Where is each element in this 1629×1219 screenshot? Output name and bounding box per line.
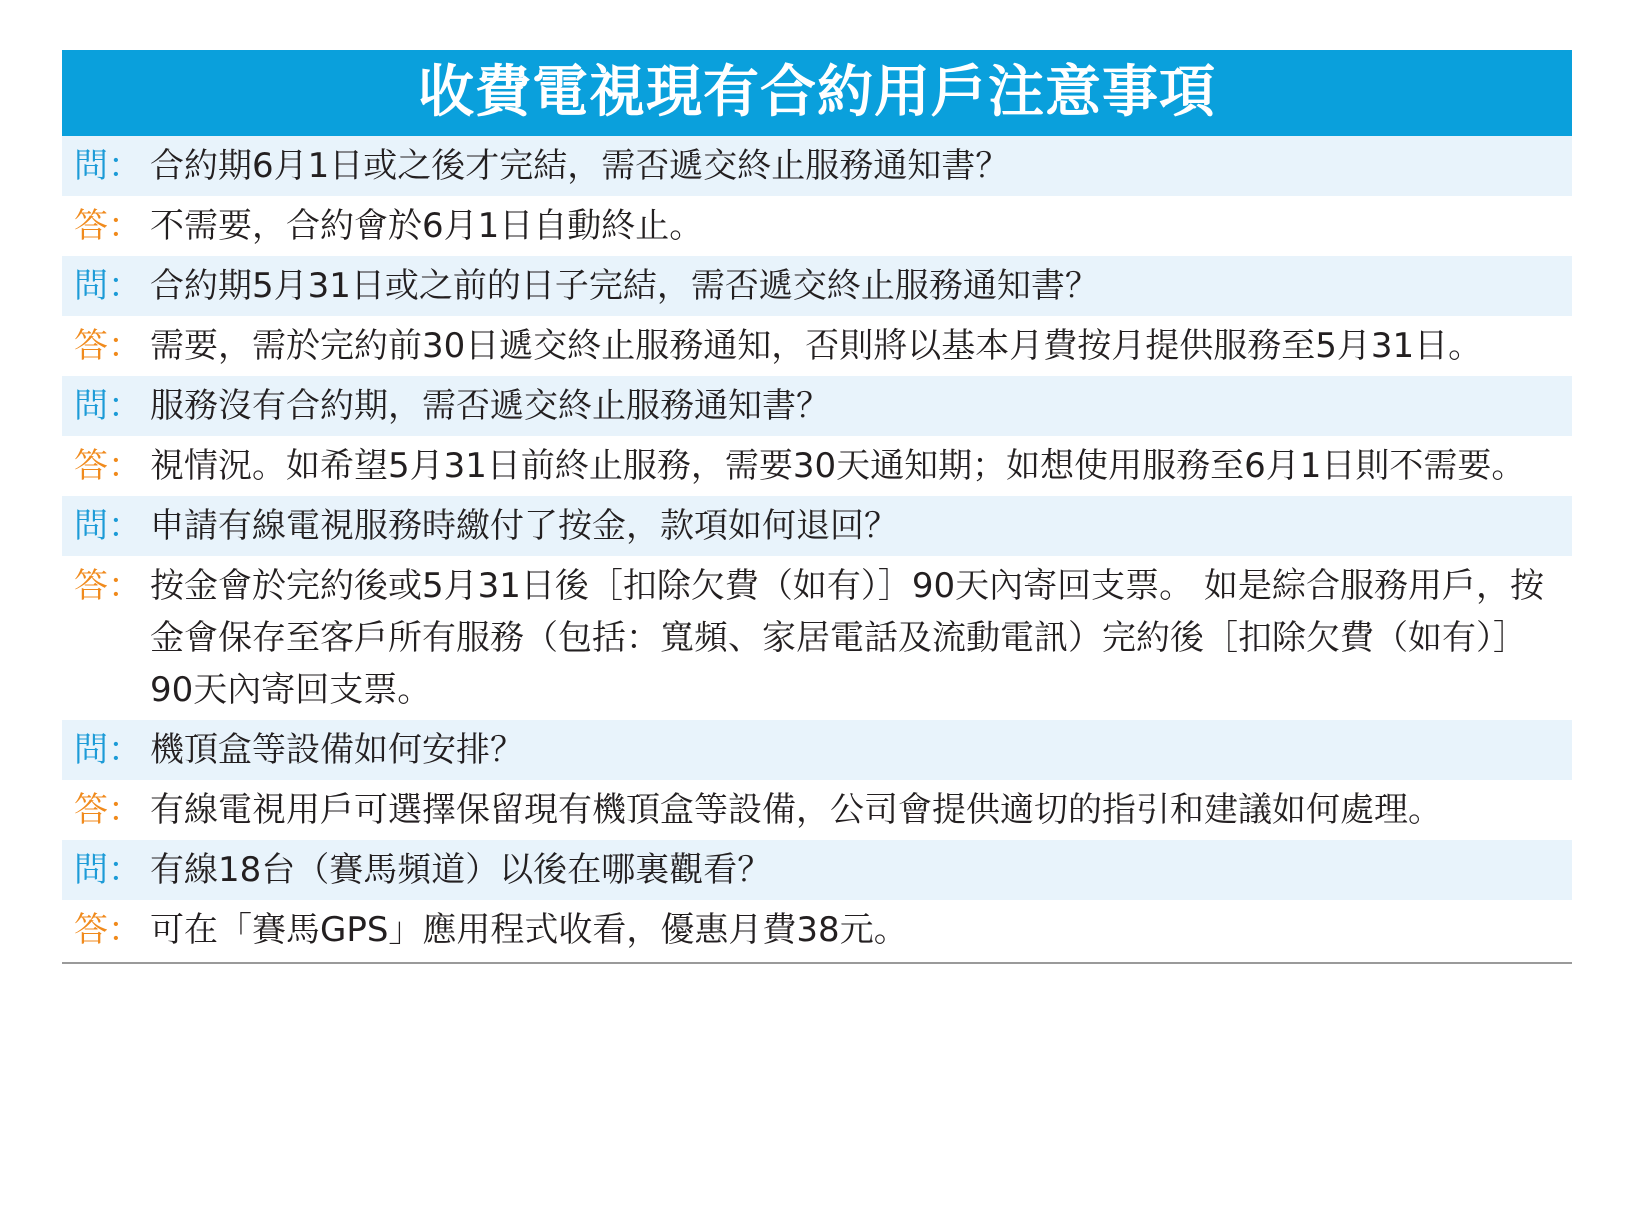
- question-text: 機頂盒等設備如何安排？: [150, 730, 524, 770]
- answer-text: 有線電視用戶可選擇保留現有機頂盒等設備，公司會提供適切的指引和建議如何處理。: [150, 790, 1442, 830]
- question-text: 合約期5月31日或之前的日子完結，需否遞交終止服務通知書？: [150, 266, 1099, 306]
- question-marker: 問：: [74, 850, 142, 890]
- answer-marker: 答：: [74, 446, 142, 486]
- question-row-2: [62, 256, 1572, 316]
- question-row-5: [62, 720, 1572, 780]
- question-text: 合約期6月1日或之後才完結，需否遞交終止服務通知書？: [150, 146, 1010, 186]
- answer-text: 不需要，合約會於6月1日自動終止。: [150, 206, 704, 246]
- answer-row-2: [62, 316, 1572, 376]
- answer-marker: 答：: [74, 790, 142, 830]
- question-marker: 問：: [74, 266, 142, 306]
- answer-row-6: [62, 900, 1572, 960]
- question-text: 有線18台（賽馬頻道）以後在哪裏觀看？: [150, 850, 772, 890]
- question-text: 服務沒有合約期，需否遞交終止服務通知書？: [150, 386, 830, 426]
- bottom-divider: [62, 962, 1572, 964]
- answer-row-1: [62, 196, 1572, 256]
- page-title: 收費電視現有合約用戶注意事項: [62, 50, 1572, 136]
- question-text: 申請有線電視服務時繳付了按金，款項如何退回？: [150, 506, 898, 546]
- answer-row-4: [62, 556, 1572, 720]
- question-row-3: [62, 376, 1572, 436]
- question-marker: 問：: [74, 386, 142, 426]
- answer-text: 視情況。如希望5月31日前終止服務，需要30天通知期；如想使用服務至6月1日則不需要。: [150, 446, 1526, 486]
- answer-marker: 答：: [74, 566, 142, 606]
- answer-marker: 答：: [74, 206, 142, 246]
- question-row-6: [62, 840, 1572, 900]
- answer-text: 按金會於完約後或5月31日後［扣除欠費（如有）］90天內寄回支票。 如是綜合服務用戶，按金會保存至客戶所有服務（包括：寬頻、家居電話及流動電訊）完約後［扣除欠費（如有）］90天內寄回支票。: [150, 566, 1544, 710]
- answer-marker: 答：: [74, 910, 142, 950]
- answer-row-5: [62, 780, 1572, 840]
- question-row-4: [62, 496, 1572, 556]
- question-marker: 問：: [74, 146, 142, 186]
- faq-panel: [62, 50, 1572, 964]
- answer-text: 可在「賽馬GPS」應用程式收看，優惠月費38元。: [150, 910, 908, 950]
- answer-row-3: [62, 436, 1572, 496]
- question-marker: 問：: [74, 506, 142, 546]
- answer-marker: 答：: [74, 326, 142, 366]
- question-marker: 問：: [74, 730, 142, 770]
- question-row-1: [62, 136, 1572, 196]
- answer-text: 需要，需於完約前30日遞交終止服務通知，否則將以基本月費按月提供服務至5月31日。: [150, 326, 1483, 366]
